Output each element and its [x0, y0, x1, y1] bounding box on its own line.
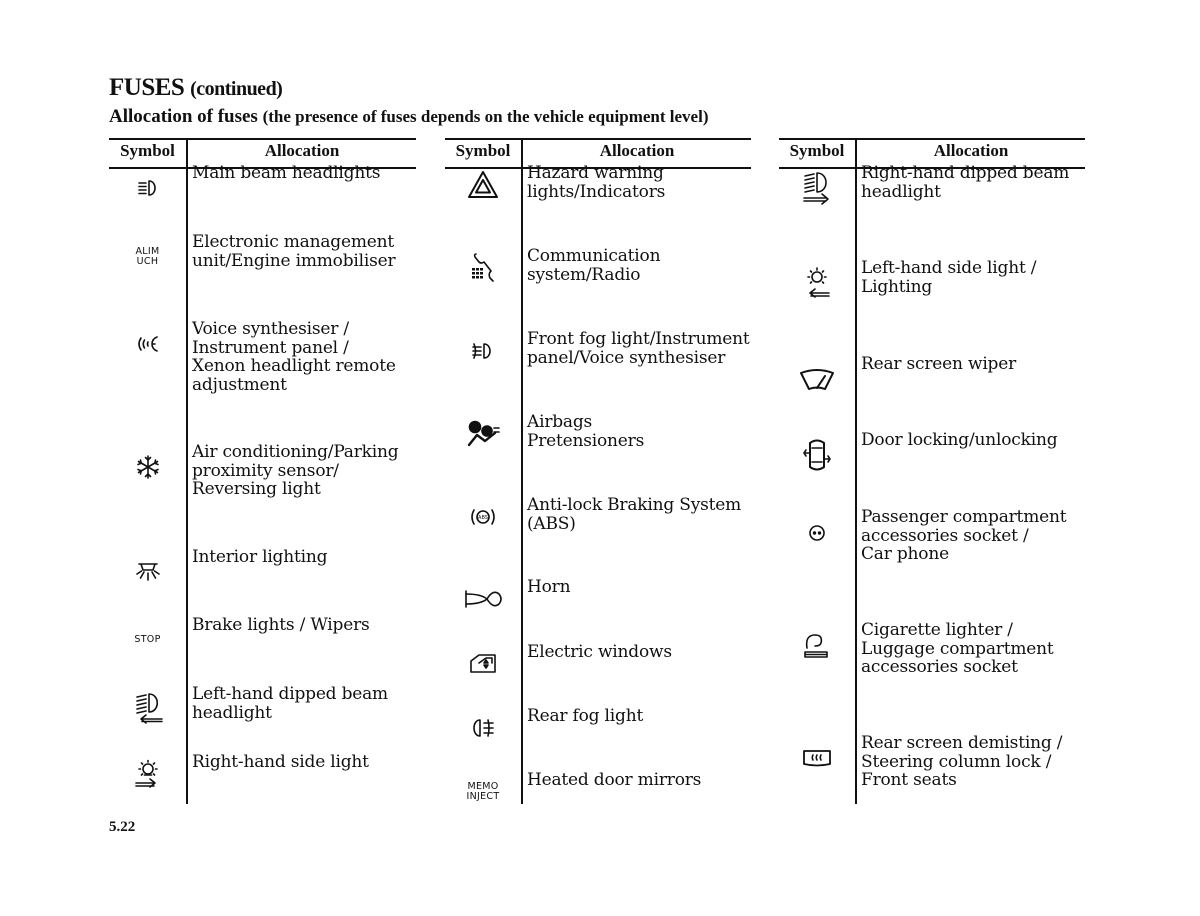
allocation-text: Right-hand dipped beam headlight — [861, 163, 1070, 202]
column-divider — [521, 138, 523, 804]
page-title — [109, 74, 282, 102]
allocation-text: Rear fog light — [527, 706, 644, 726]
right-dipped-beam-icon — [779, 165, 855, 213]
stop-icon — [109, 617, 186, 663]
interior-light-icon — [109, 549, 186, 595]
allocation-text: Door locking/unlocking — [861, 430, 1058, 450]
fuse-table-2 — [445, 138, 751, 804]
column-divider — [186, 138, 188, 804]
header-symbol: Symbol — [120, 141, 175, 160]
allocation-text: Rear screen demisting / Steering column lock / Front seats — [861, 733, 1063, 790]
right-side-light-icon — [109, 754, 186, 800]
subtitle-text: Allocation of fuses — [109, 106, 258, 127]
symbol-label: STOP — [134, 634, 161, 645]
allocation-text: Voice synthesiser / Instrument panel / Xenon headlight remote adjustment — [192, 319, 396, 395]
electric-window-icon — [445, 644, 521, 684]
allocation-text: Front fog light/Instrument panel/Voice synthesiser — [527, 329, 750, 368]
allocation-text: Horn — [527, 577, 571, 597]
fuse-table-3 — [779, 138, 1085, 804]
air-conditioning-icon — [109, 444, 186, 490]
door-lock-icon — [779, 432, 855, 480]
cigarette-lighter-icon — [779, 622, 855, 670]
rear-wiper-icon — [779, 356, 855, 404]
title-suffix: (continued) — [190, 78, 283, 100]
svg-text:ABS: ABS — [478, 515, 488, 521]
allocation-text: Electric windows — [527, 642, 672, 662]
communication-radio-icon — [445, 248, 521, 288]
fuse-table-1 — [109, 138, 416, 804]
header-allocation: Allocation — [264, 141, 340, 160]
allocation-text: Rear screen wiper — [861, 354, 1017, 374]
header-allocation: Allocation — [933, 141, 1009, 160]
alim-uch-icon — [109, 234, 186, 280]
memo-inject-icon — [445, 772, 521, 812]
header-symbol: Symbol — [789, 141, 845, 160]
front-fog-light-icon — [445, 331, 521, 371]
allocation-text: Passenger compartment accessories socket / Car phone — [861, 507, 1067, 564]
allocation-text: Air conditioning/Parking proximity sensor/ Reversing light — [192, 442, 399, 499]
allocation-text: Main beam headlights — [192, 163, 381, 183]
allocation-text: Heated door mirrors — [527, 770, 702, 790]
voice-synthesiser-icon — [109, 321, 186, 367]
header-symbol: Symbol — [455, 141, 511, 160]
allocation-text: Right-hand side light — [192, 752, 369, 772]
page-subtitle — [109, 106, 708, 128]
header-allocation: Allocation — [599, 141, 675, 160]
allocation-text: Communication system/Radio — [527, 246, 661, 285]
column-divider — [855, 138, 857, 804]
airbag-icon — [445, 414, 521, 454]
symbol-label: MEMO INJECT — [466, 781, 500, 802]
allocation-text: Interior lighting — [192, 547, 328, 567]
allocation-text: Electronic management unit/Engine immobiliser — [192, 232, 396, 271]
abs-icon — [445, 497, 521, 537]
symbol-label: ALIM UCH — [135, 246, 160, 267]
allocation-text: Left-hand dipped beam headlight — [192, 684, 388, 723]
allocation-text: Cigarette lighter / Luggage compartment accessories socket — [861, 620, 1054, 677]
rear-demister-icon — [779, 735, 855, 783]
allocation-text: Left-hand side light / Lighting — [861, 258, 1037, 297]
subtitle-note: (the presence of fuses depends on the vehicle equipment level) — [262, 107, 709, 126]
horn-icon — [445, 579, 521, 619]
allocation-text: Airbags Pretensioners — [527, 412, 645, 451]
left-dipped-beam-icon — [109, 686, 186, 732]
hazard-warning-icon — [445, 165, 521, 205]
rear-fog-light-icon — [445, 708, 521, 748]
allocation-text: Anti-lock Braking System (ABS) — [527, 495, 742, 534]
title-text: FUSES — [109, 74, 185, 101]
accessory-socket-icon — [779, 509, 855, 557]
main-beam-headlight-icon — [109, 165, 186, 211]
allocation-text: Brake lights / Wipers — [192, 615, 370, 635]
page-number: 5.22 — [109, 819, 136, 835]
left-side-light-icon — [779, 260, 855, 308]
allocation-text: Hazard warning lights/Indicators — [527, 163, 666, 202]
